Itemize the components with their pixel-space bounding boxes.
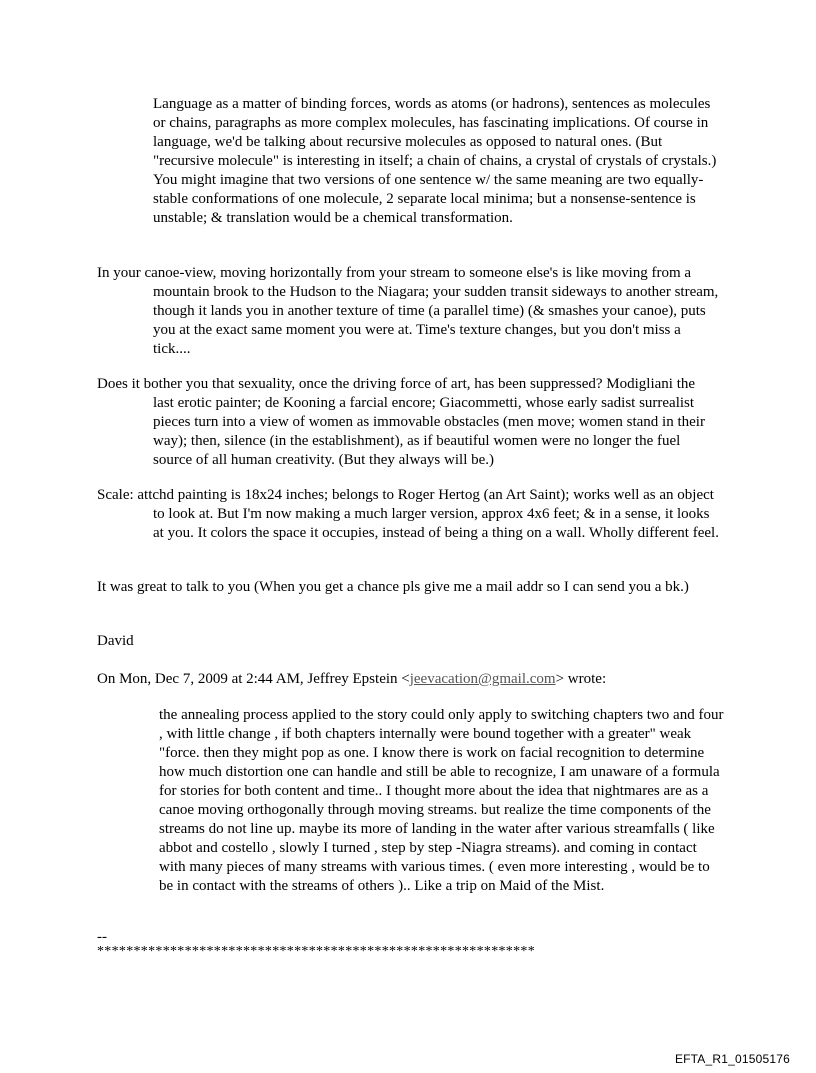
paragraph-language-molecules: Language as a matter of binding forces, words as atoms (or hadrons), sentences as molecules or chains, paragraphs as more complex molecules, has fascinating implications. Of course in language, we'd be talking about recursive molecules as opposed to natural ones. (But "recursive molecule" is interesting in itself; a chain of chains, a crystal of crystals of crystals.) You might imagine that two versions of one sentence w/ the same meaning are two equally-stable conformations of one molecule, 2 separate local minima; but a nonsense-sentence is unstable; & translation would be a chemical transformation. (153, 96, 717, 226)
paragraph-scale-painting: Scale: attchd painting is 18x24 inches; belongs to Roger Hertog (an Art Saint); works well as an object to look at. But I'm now making a much larger version, approx 4x6 feet; & in a sense, it looks at you. It colors the space it occupies, instead of being a thing on a wall. Wholly different feel. (97, 487, 719, 541)
reply-header-prefix: On Mon, Dec 7, 2009 at 2:44 AM, Jeffrey Epstein < (97, 671, 410, 687)
paragraph-canoe-view: In your canoe-view, moving horizontally from your stream to someone else's is like moving from a mountain brook to the Hudson to the Niagara; your sudden transit sideways to another stream, though it lands you in another texture of time (a parallel time) (& smashes your canoe), puts you at the exact same moment you were at. Time's texture changes, but you don't miss a tick.... (97, 265, 719, 357)
reply-header-suffix: > wrote: (555, 671, 607, 687)
signature-separator: -- (97, 929, 107, 945)
quoted-message: the annealing process applied to the story could only apply to switching chapters two and four , with little change , if both chapters internally were bound together with a greater" weak "force. then they might pop as one. I know there is work on facial recognition to determine how much distortion one can handle and still be able to recognize, I am unaware of a formula for stories for both content and time.. I thought more about the idea that nightmares are as a canoe moving orthogonally through moving streams. but realize the time components of the streams do not line up. maybe its more of landing in the water after various streamfalls ( like abbot and costello , slowly I turned , step by step -Niagra streams). and coming in contact with many pieces of many streams with various times. ( even more interesting , would be to be in contact with the streams of others ).. Like a trip on Maid of the Mist. (159, 707, 724, 894)
document-id: EFTA_R1_01505176 (674, 1052, 790, 1066)
paragraph-sexuality-art: Does it bother you that sexuality, once the driving force of art, has been suppressed? Modigliani the last erotic painter; de Kooning a farcial encore; Giacommetti, whose early sadist surrealist pieces turn into a view of women as immovable obstacles (men move; women stand in their way); then, silence (in the establishment), as if beautiful women were no longer the fuel source of all human creativity. (But they always will be.) (97, 376, 705, 468)
paragraph-closing: It was great to talk to you (When you get a chance pls give me a mail addr so I can send you a bk.) (97, 579, 689, 595)
asterisk-divider: ************************************************************ (97, 944, 535, 959)
reply-header (97, 670, 719, 689)
signature: David (97, 633, 134, 649)
sender-email-link[interactable]: jeevacation@gmail.com (409, 671, 556, 687)
